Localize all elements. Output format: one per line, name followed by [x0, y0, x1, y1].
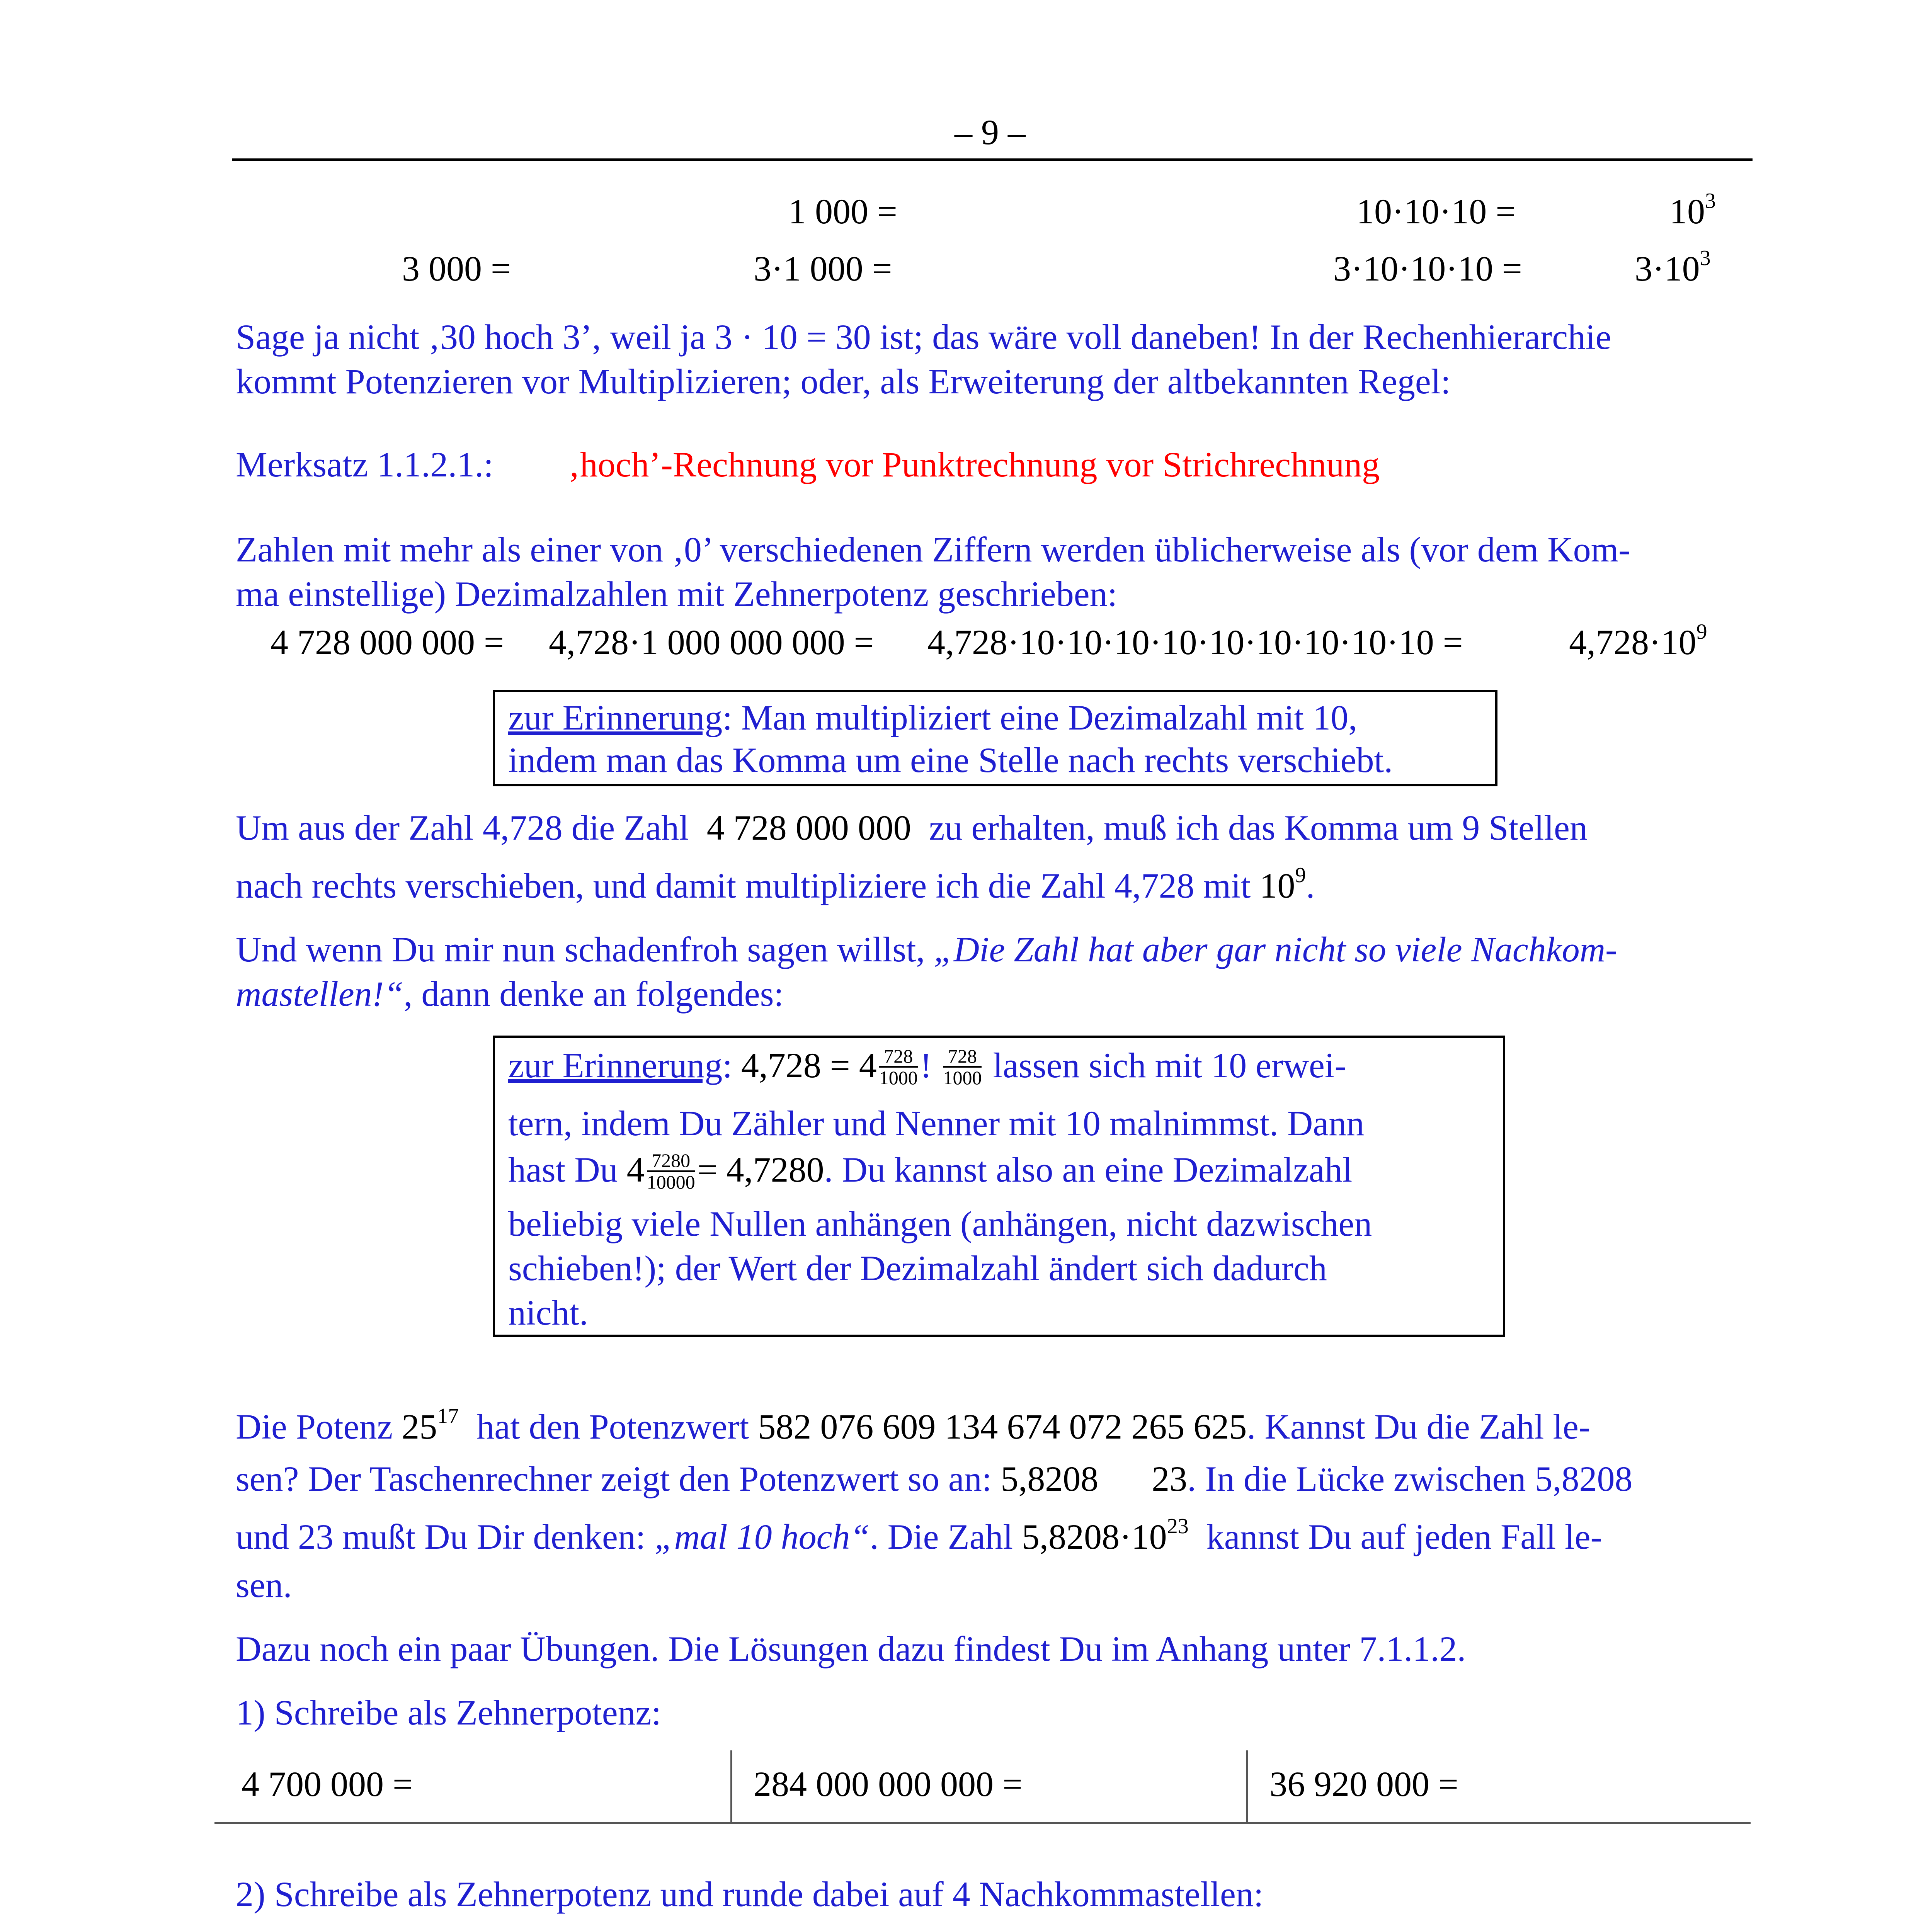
- para6: Dazu noch ein paar Übungen. Die Lösungen dazu findest Du im Anhang unter 7.1.1.2.: [236, 1629, 1466, 1668]
- para5-line4: sen.: [236, 1565, 292, 1605]
- reminder2-line6: nicht.: [508, 1293, 588, 1332]
- para3-line2: nach rechts verschieben, und damit multipliziere ich die Zahl 4,728 mit $10^9$.: [236, 863, 1315, 905]
- exercise1-bottom-rule: [214, 1822, 1751, 1824]
- intro-r1-c2: 1 000 =: [788, 192, 897, 231]
- reminder2-line3: hast Du 4 $\frac{7280}{10000}$ = 4,7280. Du kannst also an eine Dezimalzahl: [508, 1149, 1353, 1193]
- exercise1-divider-1: [730, 1750, 732, 1824]
- exercise1-title: 1) Schreibe als Zehnerpotenz:: [236, 1693, 661, 1732]
- merksatz-label: Merksatz 1.1.2.1.:: [236, 445, 493, 484]
- equation1-c: 4,728·10·10·10·10·10·10·10·10·10 =: [927, 622, 1463, 662]
- reminder1-label: zur Erinnerung: [508, 698, 723, 737]
- para2-line1: Zahlen mit mehr als einer von ‚0’ verschiedenen Ziffern werden üblicherweise als (vor dem Kom-: [236, 530, 1630, 569]
- para5-line1: Die Potenz $25^{17}$ hat den Potenzwert 582 076 609 134 674 072 265 625. Kannst Du die Zahl le-: [236, 1404, 1591, 1446]
- equation1-d: $4,728\cdot 10^9$: [1569, 620, 1707, 662]
- exercise1-cell-2[interactable]: 284 000 000 000 =: [754, 1764, 1023, 1804]
- exercise1-cell-3[interactable]: 36 920 000 =: [1269, 1764, 1458, 1804]
- equation1-b: 4,728·1 000 000 000 =: [549, 622, 874, 662]
- equation1-a: 4 728 000 000 =: [271, 622, 504, 662]
- intro-r2-c3: 3·10·10·10 =: [1333, 249, 1522, 288]
- para2-line2: ma einstellige) Dezimalzahlen mit Zehnerpotenz geschrieben:: [236, 574, 1118, 614]
- merksatz-text: ‚hoch’-Rechnung vor Punktrechnung vor Strichrechnung: [568, 445, 1380, 484]
- para5-line3: und 23 mußt Du Dir denken: „mal 10 hoch“. Die Zahl $5,8208\cdot 10^{23}$ kannst Du auf jeden Fall le-: [236, 1514, 1603, 1556]
- exercise1-cell-1[interactable]: 4 700 000 =: [242, 1764, 413, 1804]
- para4-line1: Und wenn Du mir nun schadenfroh sagen willst, „Die Zahl hat aber gar nicht so viele Nachkom-: [236, 930, 1617, 969]
- intro-r2-c1: 3 000 =: [402, 249, 511, 288]
- reminder2-line2: tern, indem Du Zähler und Nenner mit 10 malnimmst. Dann: [508, 1104, 1365, 1143]
- reminder2-line1: zur Erinnerung: 4,728 = 4 $\frac{728}{1000}$ ! $\frac{728}{1000}$ lassen sich mit 10 erwei-: [508, 1045, 1347, 1088]
- intro-r1-c4: $10^3$: [1669, 189, 1716, 231]
- intro-r2-c4: $3\cdot 10^3$: [1635, 246, 1711, 288]
- para3-line1: Um aus der Zahl 4,728 die Zahl 4 728 000 000 zu erhalten, muß ich das Komma um 9 Stellen: [236, 808, 1588, 847]
- page-number: – 9 –: [955, 112, 1026, 152]
- header-rule: [232, 158, 1753, 161]
- exercise1-divider-2: [1246, 1750, 1248, 1824]
- fraction-728-1000: $\frac{728}{1000}$: [879, 1045, 918, 1088]
- reminder1-line1: zur Erinnerung: Man multipliziert eine Dezimalzahl mit 10,: [508, 698, 1358, 737]
- para1-line1: Sage ja nicht ‚30 hoch 3’, weil ja 3 · 10 = 30 ist; das wäre voll daneben! In der Rechenhierarchie: [236, 317, 1611, 357]
- reminder2-line5: schieben!); der Wert der Dezimalzahl ändert sich dadurch: [508, 1248, 1327, 1288]
- reminder2-line4: beliebig viele Nullen anhängen (anhängen, nicht dazwischen: [508, 1204, 1372, 1243]
- exercise2-title: 2) Schreibe als Zehnerpotenz und runde dabei auf 4 Nachkommastellen:: [236, 1874, 1264, 1914]
- fraction-728-1000-b: $\frac{728}{1000}$: [943, 1045, 982, 1088]
- reminder1-line2: indem man das Komma um eine Stelle nach rechts verschiebt.: [508, 740, 1393, 780]
- fraction-7280-10000: $\frac{7280}{10000}$: [647, 1149, 695, 1193]
- intro-r2-c2: 3·1 000 =: [754, 249, 892, 288]
- para5-line2: sen? Der Taschenrechner zeigt den Potenzwert so an: 5,8208 23. In die Lücke zwischen 5,8208: [236, 1459, 1633, 1498]
- reminder2-label: zur Erinnerung: [508, 1046, 723, 1085]
- para1-line2: kommt Potenzieren vor Multiplizieren; oder, als Erweiterung der altbekannten Regel:: [236, 362, 1451, 401]
- para4-line2: mastellen!“, dann denke an folgendes:: [236, 974, 784, 1014]
- intro-r1-c3: 10·10·10 =: [1356, 192, 1516, 231]
